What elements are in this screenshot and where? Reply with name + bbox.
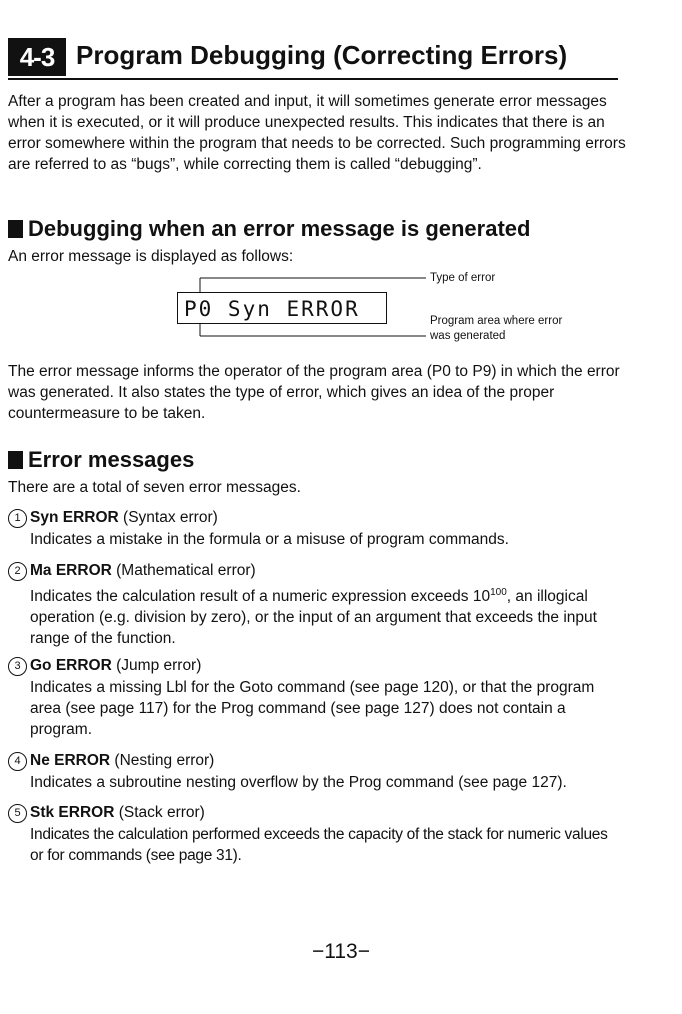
section-heading-debugging-text: Debugging when an error message is generated bbox=[28, 216, 531, 241]
error-item-ne bbox=[8, 750, 214, 771]
error-messages-lead: There are a total of seven error messages. bbox=[8, 479, 301, 496]
display-lead: An error message is displayed as follows: bbox=[8, 248, 294, 265]
error-desc-go: Indicates a missing Lbl for the Goto command (see page 120), or that the program area (see page 117) for the Prog command (see page 127) does not contain a program. bbox=[30, 679, 595, 738]
error-name: Go ERROR bbox=[30, 657, 112, 674]
circled-number: 1 bbox=[8, 509, 27, 528]
exponent: 100 bbox=[490, 587, 507, 598]
circled-number: 4 bbox=[8, 752, 27, 771]
circled-number: 3 bbox=[8, 657, 27, 676]
error-item-go bbox=[8, 655, 201, 676]
section-heading-error-messages-text: Error messages bbox=[28, 447, 195, 472]
error-kind: (Jump error) bbox=[116, 657, 202, 674]
circled-number: 2 bbox=[8, 562, 27, 581]
error-item-syn bbox=[8, 507, 218, 528]
error-display-box: P0 Syn ERROR bbox=[177, 292, 387, 324]
intro-paragraph: After a program has been created and input, it will sometimes generate error messages when it is executed, or it will produce unexpected results. This indicates that there is an error somewhere within the program that needs to be corrected. Such programming errors are referred to as “bugs”, while correcting them is called “debugging”. bbox=[8, 93, 626, 173]
error-item-stk bbox=[8, 802, 205, 823]
page-number: −113− bbox=[311, 940, 370, 963]
error-name: Stk ERROR bbox=[30, 804, 115, 821]
label-type-of-error: Type of error bbox=[430, 272, 496, 284]
error-desc-ne: Indicates a subroutine nesting overflow by the Prog command (see page 127). bbox=[30, 774, 567, 791]
circled-number: 5 bbox=[8, 804, 27, 823]
section-heading-error-messages bbox=[8, 447, 194, 473]
error-name: Ma ERROR bbox=[30, 562, 112, 579]
error-desc-ma-part1: Indicates the calculation result of a numeric expression exceeds 10 bbox=[30, 588, 491, 606]
square-bullet-icon bbox=[8, 451, 23, 469]
label-program-area-1: Program area where error bbox=[430, 315, 563, 327]
error-kind: (Syntax error) bbox=[123, 509, 218, 526]
error-kind: (Mathematical error) bbox=[116, 562, 256, 579]
error-desc-stk: Indicates the calculation performed exceeds the capacity of the stack for numeric values or for commands (see page 31). bbox=[30, 826, 608, 864]
error-kind: (Stack error) bbox=[118, 804, 205, 821]
error-desc-ma-part2: , an illogical operation (e.g. division by zero), or the input of an argument that exceeds the input range of the function. bbox=[30, 588, 597, 648]
error-item-ma bbox=[8, 560, 256, 581]
label-program-area-2: was generated bbox=[430, 330, 506, 342]
error-explanation: The error message informs the operator of the program area (P0 to P9) in which the error was generated. It also states the type of error, which gives an idea of the proper countermeasure to be taken. bbox=[8, 363, 620, 422]
error-desc-syn: Indicates a mistake in the formula or a misuse of program commands. bbox=[30, 531, 509, 548]
error-desc-ma bbox=[30, 582, 622, 649]
page-title: Program Debugging (Correcting Errors) bbox=[76, 40, 568, 70]
error-name: Syn ERROR bbox=[30, 509, 119, 526]
section-badge: 4-3 bbox=[8, 38, 66, 76]
error-name: Ne ERROR bbox=[30, 752, 111, 769]
error-kind: (Nesting error) bbox=[114, 752, 215, 769]
